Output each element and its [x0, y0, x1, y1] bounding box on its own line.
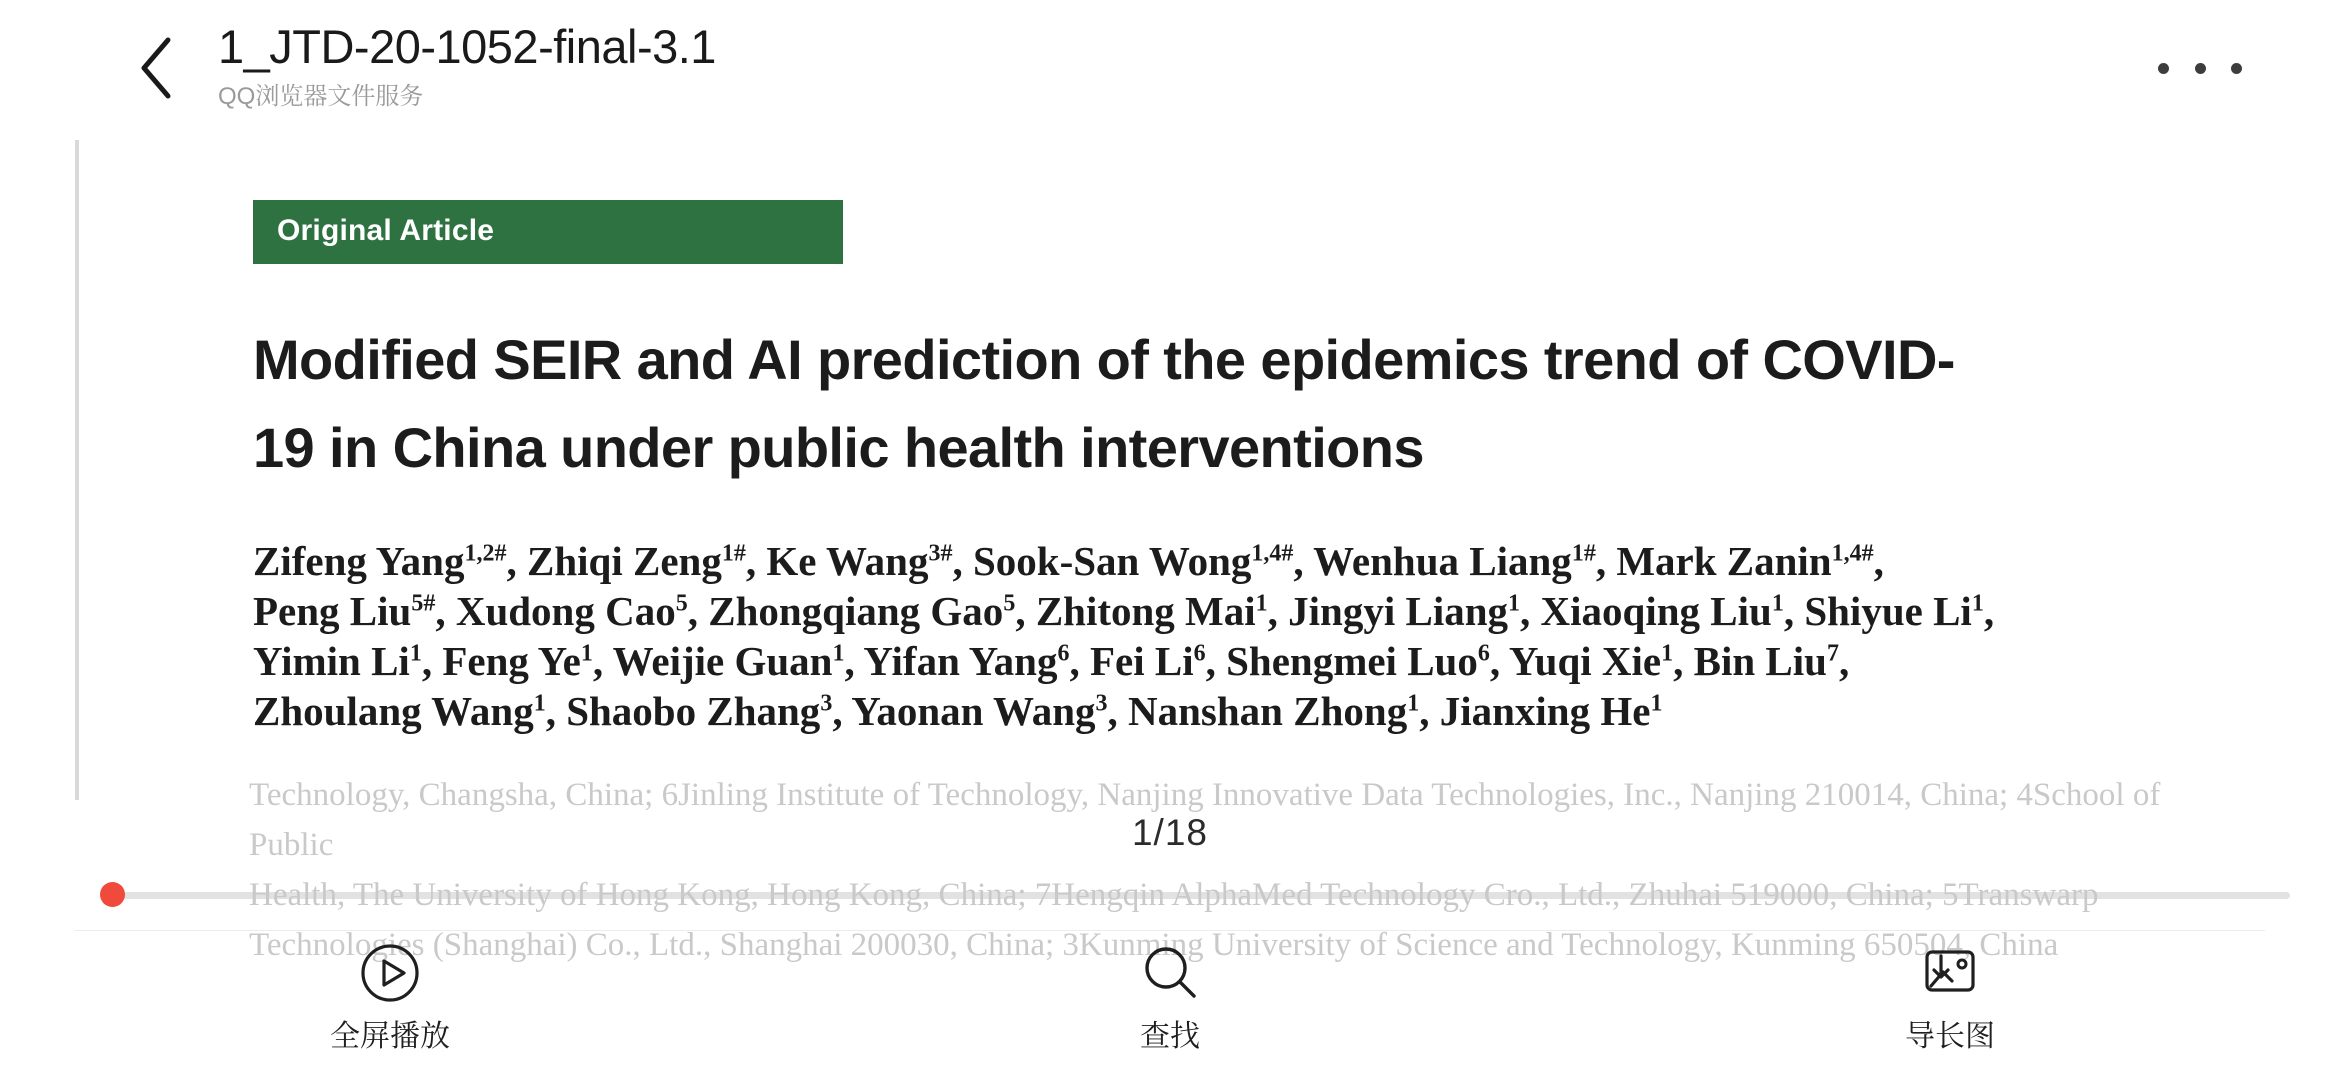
service-subtitle: QQ浏览器文件服务 — [218, 83, 424, 110]
more-options-button[interactable] — [2158, 44, 2242, 92]
affiliation-line: Technologies (Shanghai) Co., Ltd., Shanghai 200030, China; 3Kunming University of Science and Technology, Kunming 650504, China — [249, 927, 2059, 963]
document-page — [75, 140, 2265, 800]
affiliation-line: Health, The University of Hong Kong, Hong Kong, China; 7Hengqin AlphaMed Technology Cro., Ltd., Zhuhai 519000, China; 5Transwarp — [249, 877, 2099, 913]
more-horizontal-icon — [2231, 63, 2242, 74]
author-line: Yimin Li$^1$, Feng Ye$^1$, Weijie Guan$^1$, Yifan Yang$^6$, Fei Li$^6$, Shengmei Luo$^6$, Yuqi Xie$^1$, Bin Liu$^7$, — [253, 638, 1850, 684]
top-bar — [0, 0, 2340, 140]
chevron-left-icon — [136, 32, 180, 104]
back-button[interactable] — [128, 32, 188, 104]
paper-authors — [253, 536, 2093, 736]
page-title: 1_JTD-20-1052-final-3.1 — [218, 20, 716, 73]
more-horizontal-icon — [2158, 63, 2169, 74]
author-line: Peng Liu$^{5\#}$, Xudong Cao$^5$, Zhongqiang Gao$^5$, Zhitong Mai$^1$, Jingyi Liang$^1$, Xiaoqing Liu$^1$, Shiyue Li$^1$, — [253, 588, 1995, 634]
affiliation-line: Technology, Changsha, China; 6Jinling Institute of Technology, Nanjing Innovative Data Technologies, Inc., Nanjing 210014, China; 4School of Public — [249, 777, 2161, 863]
search-label: 查找 — [1140, 1020, 1200, 1053]
search-icon — [1139, 940, 1201, 1006]
bottom-toolbar — [0, 930, 2340, 1080]
export-long-image-label: 导长图 — [1905, 1020, 1995, 1053]
fullscreen-play-label: 全屏播放 — [330, 1020, 450, 1053]
article-type-badge: Original Article — [253, 200, 843, 264]
author-line: Zifeng Yang$^{1,2\#}$, Zhiqi Zeng$^{1\#}$, Ke Wang$^{3\#}$, Sook-San Wong$^{1,4\#}$, Wenhua Liang$^{1\#}$, Mark Zanin$^{1,4\#}$, — [253, 538, 1884, 584]
author-line: Zhoulang Wang$^1$, Shaobo Zhang$^3$, Yaonan Wang$^3$, Nanshan Zhong$^1$, Jianxing He$^1$ — [253, 688, 1663, 734]
title-block — [218, 18, 716, 112]
search-button[interactable] — [1020, 940, 1320, 1056]
scrubber-knob[interactable] — [100, 882, 125, 907]
long-image-export-icon — [1919, 940, 1981, 1006]
fullscreen-play-button[interactable] — [240, 940, 540, 1056]
page-indicator: 1/18 — [1131, 812, 1208, 853]
play-circle-icon — [359, 940, 421, 1006]
more-horizontal-icon — [2195, 63, 2206, 74]
paper-title: Modified SEIR and AI prediction of the epidemics trend of COVID-19 in China under public health interventions — [253, 328, 1955, 479]
export-long-image-button[interactable] — [1800, 940, 2100, 1056]
